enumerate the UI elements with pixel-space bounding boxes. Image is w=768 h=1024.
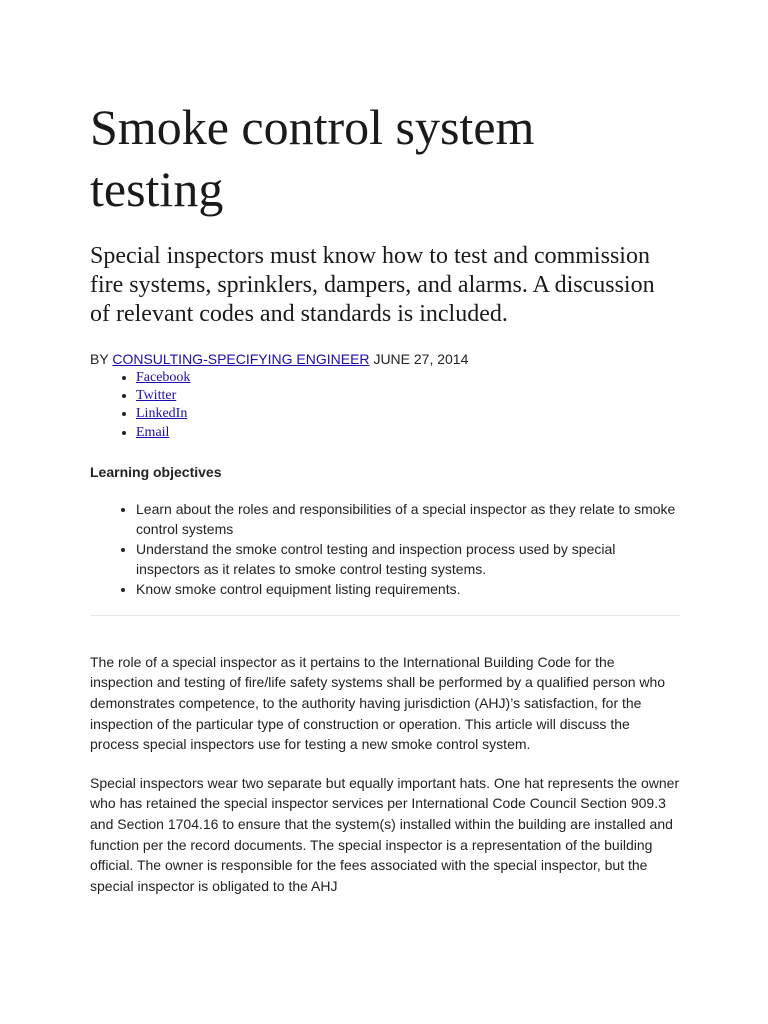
author-link[interactable]: CONSULTING-SPECIFYING ENGINEER bbox=[112, 351, 370, 367]
body-paragraph: The role of a special inspector as it pertains to the International Building Code for the inspection and testing of fire/life safety systems shall be performed by a qualified person who demonstrates competence, to the authority having jurisdiction (AHJ)’s satisfaction, for the inspection of the particular type of construction or operation. This article will discuss the process special inspectors use for testing a new smoke control system. bbox=[90, 653, 666, 753]
linkedin-link[interactable]: LinkedIn bbox=[136, 406, 188, 422]
share-item bbox=[136, 405, 680, 423]
facebook-link[interactable]: Facebook bbox=[136, 370, 191, 385]
article-title: Smoke control system testing bbox=[90, 99, 535, 217]
list-item: • Know smoke control equipment listing requirements. bbox=[136, 579, 680, 599]
divider bbox=[90, 615, 680, 616]
learning-objectives-list bbox=[90, 499, 680, 599]
share-item bbox=[136, 387, 680, 405]
publish-date: JUNE 27, 2014 bbox=[373, 351, 469, 367]
share-item bbox=[136, 424, 680, 442]
byline-prefix: BY bbox=[90, 351, 109, 367]
share-item bbox=[136, 369, 680, 387]
article-subtitle: Special inspectors must know how to test and commission fire systems, sprinklers, dampers, and alarms. A discussion of relevant codes and standards is included. bbox=[90, 243, 655, 327]
list-item: • Understand the smoke control testing and inspection process used by special inspectors as it relates to smoke control testing systems. bbox=[136, 539, 680, 579]
learning-objectives-heading: Learning objectives bbox=[90, 463, 222, 480]
share-links bbox=[90, 369, 680, 442]
body-paragraph: Special inspectors wear two separate but equally important hats. One hat represents the owner who has retained the special inspector services per International Code Council Section 909.3 and Section 1704.16 to ensure that the system(s) installed within the building are installed and function per the record documents. The special inspector is a representation of the building official. The owner is responsible for the fees associated with the special inspector, but the special inspector is obligated to the AHJ bbox=[90, 774, 680, 894]
email-link[interactable]: Email bbox=[136, 424, 170, 440]
article bbox=[90, 96, 680, 896]
twitter-link[interactable]: Twitter bbox=[136, 388, 177, 404]
byline bbox=[90, 350, 680, 368]
list-item: • Learn about the roles and responsibilities of a special inspector as they relate to smoke control systems bbox=[136, 499, 680, 539]
